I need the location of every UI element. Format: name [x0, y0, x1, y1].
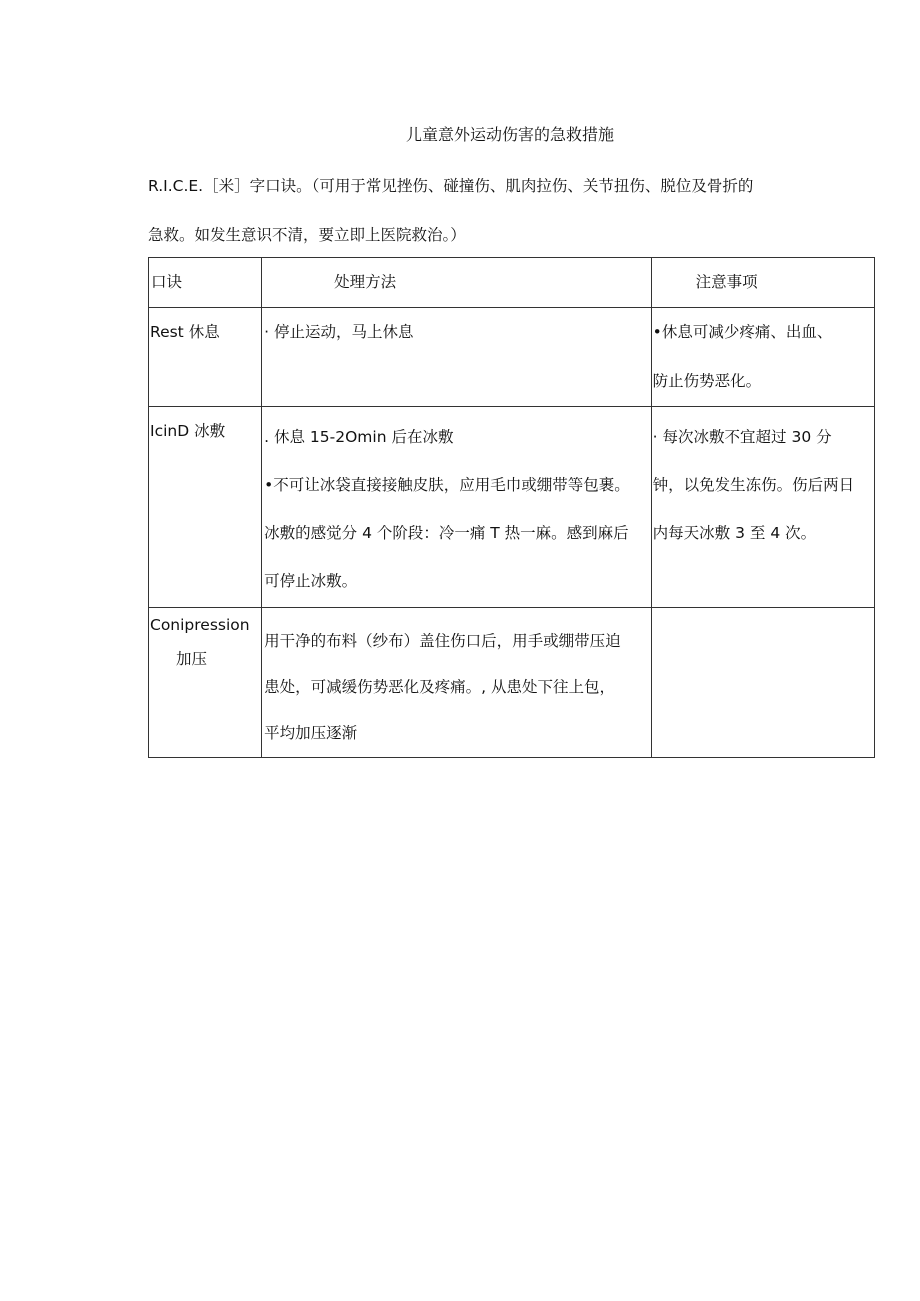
- table-row-compression: [149, 608, 875, 758]
- notes-text: 内每天冰敷 3 至 4 次。: [652, 524, 817, 542]
- first-aid-table: [148, 257, 875, 758]
- mnemonic-cell-ice: [149, 407, 262, 608]
- method-text: 患处，可减缓伤势恶化及疼痛。, 从患处下往上包，: [264, 678, 615, 696]
- method-cell-ice: [262, 407, 652, 608]
- method-text: 平均加压逐渐: [264, 724, 358, 742]
- intro-text-line-2: 急救。如发生意识不清，要立即上医院救治。）: [148, 226, 466, 244]
- method-cell-rest: [262, 308, 652, 407]
- mnemonic-text: IcinD 冰敷: [150, 422, 226, 440]
- method-text: · 停止运动，马上休息: [264, 323, 414, 341]
- document-title: 儿童意外运动伤害的急救措施: [405, 125, 614, 144]
- method-text: 可停止冰敷。: [264, 572, 358, 590]
- mnemonic-text: Conipression: [150, 616, 250, 634]
- method-text: 用干净的布料（纱布）盖住伤口后，用手或绷带压迫: [264, 632, 621, 650]
- notes-text: · 每次冰敷不宜超过 30 分: [652, 428, 832, 446]
- intro-text-line-1: R.I.C.E.［米］字口诀。（可用于常见挫伤、碰撞伤、肌肉拉伤、关节扭伤、脱位及骨折的: [148, 177, 754, 195]
- notes-text: •休息可减少疼痛、出血、: [652, 323, 833, 341]
- mnemonic-cell-compression: [149, 608, 262, 758]
- notes-text: 防止伤势恶化。: [652, 372, 762, 390]
- mnemonic-text: Rest 休息: [150, 323, 220, 341]
- notes-text: 钟，以免发生冻伤。伤后两日: [652, 476, 855, 494]
- method-cell-compression: [262, 608, 652, 758]
- method-text: 冰敷的感觉分 4 个阶段：冷一痛 T 热一麻。感到麻后: [264, 524, 629, 542]
- header-notes: 注意事项: [651, 258, 874, 308]
- notes-cell-compression: [651, 608, 874, 758]
- table-row-ice: [149, 407, 875, 608]
- table-row-rest: [149, 308, 875, 407]
- method-text: . 休息 15-2Omin 后在冰敷: [264, 428, 454, 446]
- mnemonic-cell-rest: [149, 308, 262, 407]
- notes-cell-rest: [651, 308, 874, 407]
- mnemonic-text: 加压: [176, 650, 208, 668]
- table-header-row: [149, 258, 875, 308]
- header-method: 处理方法: [262, 258, 652, 308]
- header-mnemonic: 口诀: [149, 258, 262, 308]
- notes-cell-ice: [651, 407, 874, 608]
- method-text: •不可让冰袋直接接触皮肤，应用毛巾或绷带等包裹。: [264, 476, 630, 494]
